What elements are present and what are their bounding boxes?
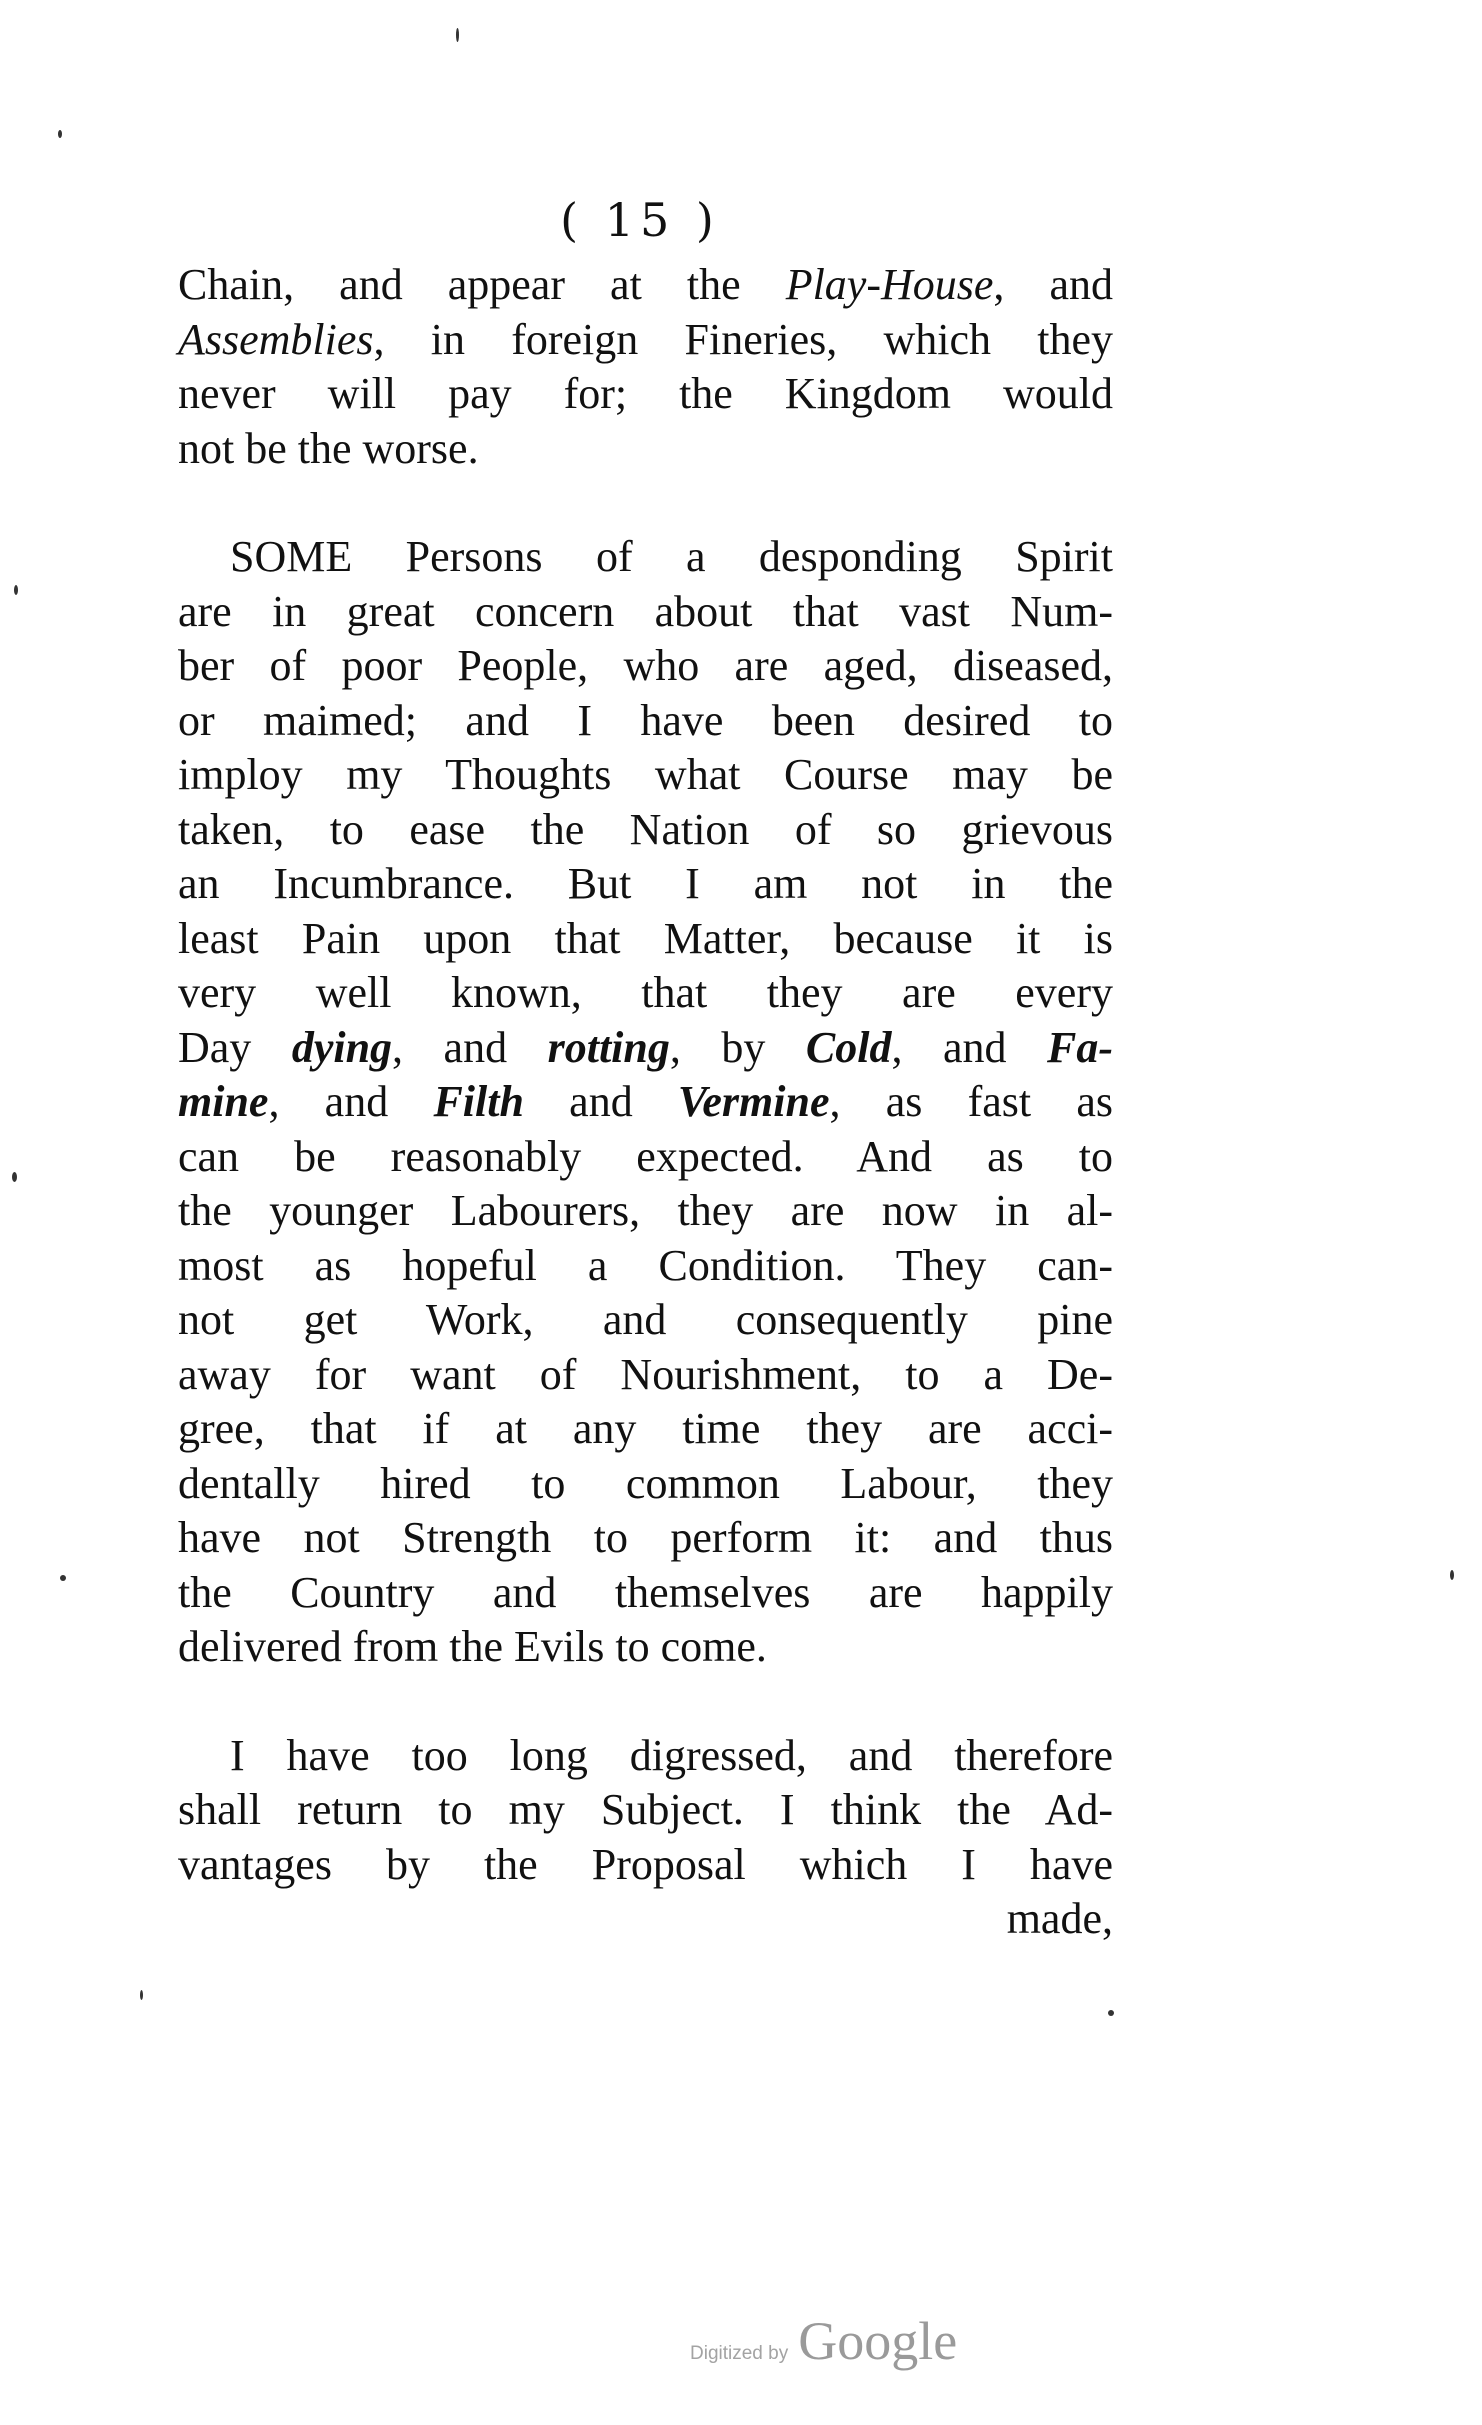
digitized-watermark (690, 2310, 1010, 2370)
text-segment: I have too long digressed, and therefore (230, 1730, 1113, 1780)
text-segment: , and (891, 1022, 1048, 1072)
scan-speck (12, 1172, 17, 1182)
paragraph-gap (178, 1675, 1113, 1729)
scan-speck (14, 585, 18, 595)
text-segment: most as hopeful a Condition. They can- (178, 1240, 1113, 1290)
text-line (178, 1021, 1113, 1076)
text-segment: never will pay for; the Kingdom would (178, 369, 1113, 418)
text-line (178, 585, 1113, 640)
text-segment: , and (993, 260, 1113, 309)
text-line (178, 530, 1113, 585)
scan-speck (58, 130, 62, 138)
text-segment: an Incumbrance. But I am not in the (178, 859, 1113, 908)
text-segment: Cold (805, 1022, 892, 1072)
text-segment: SOME Persons of a desponding Spirit (230, 532, 1113, 581)
text-line (178, 748, 1113, 803)
text-line (178, 694, 1113, 749)
text-segment: dying (291, 1022, 393, 1072)
text-line (178, 1075, 1113, 1130)
scan-speck (140, 1990, 143, 2000)
text-line (178, 966, 1113, 1021)
text-line (178, 1457, 1113, 1512)
text-line (178, 1783, 1113, 1838)
text-segment: least Pain upon that Matter, because it is (178, 913, 1113, 963)
scan-speck (60, 1575, 66, 1581)
text-segment: rotting (547, 1022, 670, 1072)
text-segment: Fa- (1047, 1022, 1114, 1072)
text-line (178, 313, 1113, 368)
page-number: ( 15 ) (560, 193, 720, 247)
text-segment: Assemblies (178, 314, 374, 364)
text-line (178, 1729, 1113, 1784)
text-segment: , and (268, 1077, 434, 1126)
text-line (178, 803, 1113, 858)
text-line (178, 639, 1113, 694)
text-segment: imploy my Thoughts what Course may be (178, 750, 1113, 799)
text-segment: have not Strength to perform it: and thus (178, 1513, 1113, 1562)
text-segment: dentally hired to common Labour, they (178, 1458, 1113, 1508)
text-segment: or maimed; and I have been desired to (178, 695, 1113, 745)
text-line (178, 912, 1113, 967)
text-line (178, 1511, 1113, 1566)
text-segment: mine (178, 1077, 269, 1126)
text-segment: can be reasonably expected. And as to (178, 1131, 1113, 1181)
text-line (178, 1293, 1113, 1348)
scan-speck (1108, 2010, 1114, 2016)
text-line (178, 1620, 1113, 1675)
text-line (178, 1566, 1113, 1621)
text-line (178, 1239, 1113, 1294)
google-logo: Google (798, 2311, 958, 2371)
text-segment: , in foreign Fineries, which they (373, 314, 1113, 364)
text-line (178, 367, 1113, 422)
text-segment: and (523, 1077, 678, 1126)
text-segment: , and (392, 1022, 548, 1072)
text-segment: vantages by the Proposal which I have (178, 1839, 1113, 1889)
text-segment: away for want of Nourishment, to a De- (178, 1349, 1113, 1399)
text-line (178, 258, 1113, 313)
text-segment: are in great concern about that vast Num- (178, 586, 1113, 636)
text-segment: the younger Labourers, they are now in al- (178, 1186, 1113, 1235)
text-line (178, 1402, 1113, 1457)
scan-speck (1450, 1570, 1454, 1580)
text-line (178, 422, 1113, 477)
text-segment: not be the worse. (178, 423, 479, 473)
text-segment: , by (669, 1022, 806, 1072)
paragraph-gap (178, 476, 1113, 530)
text-segment: not get Work, and consequently pine (178, 1295, 1113, 1344)
text-segment: ber of poor People, who are aged, diseased, (178, 641, 1113, 690)
text-segment: Play-House (785, 260, 994, 309)
text-segment: Day (178, 1022, 292, 1072)
watermark-prefix: Digitized by (690, 2343, 789, 2364)
text-segment: Filth (433, 1077, 524, 1126)
scan-speck (456, 28, 459, 42)
text-line (178, 1130, 1113, 1185)
text-segment: , as fast as (829, 1077, 1114, 1126)
text-segment: Chain, and appear at the (178, 260, 786, 309)
catchword: made, (1006, 1894, 1113, 1943)
text-segment: Vermine (677, 1077, 830, 1126)
text-line (178, 1184, 1113, 1239)
text-segment: very well known, that they are every (178, 968, 1113, 1017)
text-segment: shall return to my Subject. I think the Ad- (178, 1785, 1113, 1834)
text-line (178, 857, 1113, 912)
text-line (178, 1838, 1113, 1893)
text-segment: gree, that if at any time they are acci- (178, 1404, 1113, 1453)
text-segment: delivered from the Evils to come. (178, 1622, 767, 1671)
text-segment: taken, to ease the Nation of so grievous (178, 804, 1113, 854)
text-segment: the Country and themselves are happily (178, 1567, 1113, 1617)
body-text (178, 258, 1113, 1947)
text-line (178, 1348, 1113, 1403)
